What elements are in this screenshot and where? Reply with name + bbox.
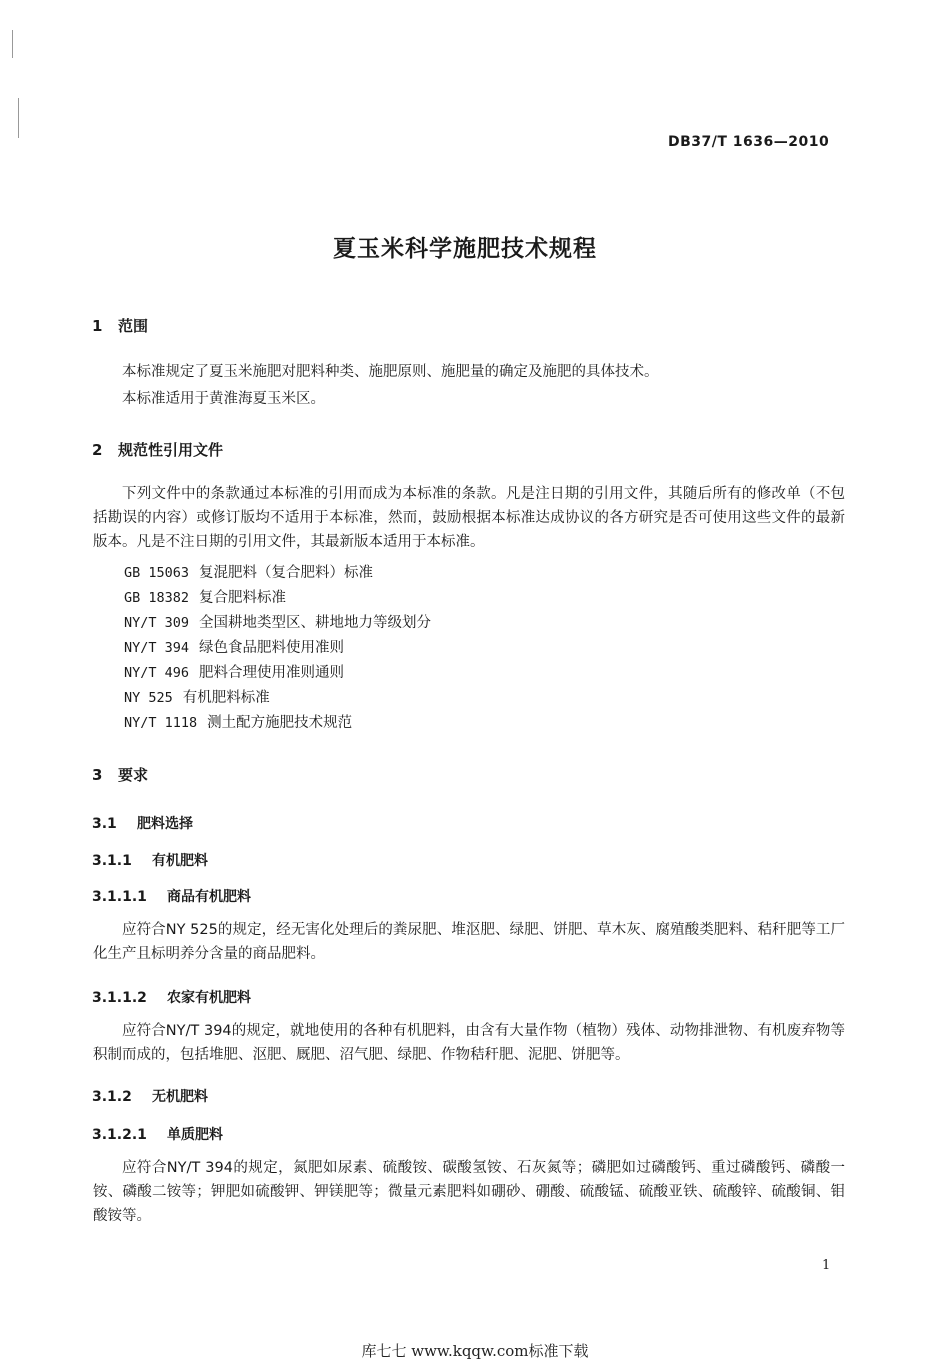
scan-mark: [12, 30, 13, 58]
reference-item: [124, 711, 352, 732]
subsection-title: 有机肥料: [152, 853, 208, 869]
subsection-heading-3-1-1-1: [92, 886, 251, 906]
subsection-number: 3.1: [92, 816, 117, 832]
reference-title: 肥料合理使用准则通则: [199, 665, 345, 681]
reference-item: [124, 686, 270, 707]
subsection-number: 3.1.2.1: [92, 1127, 147, 1143]
reference-code: NY/T 1118: [124, 715, 198, 731]
subsection-heading-3-1-2-1: [92, 1124, 223, 1144]
reference-code: GB 18382: [124, 590, 190, 606]
paragraph: 应符合NY 525的规定，经无害化处理后的粪尿肥、堆沤肥、绿肥、饼肥、草木灰、腐殖酸类肥料、秸秆肥等工厂化生产且标明养分含量的商品肥料。: [93, 922, 845, 962]
reference-title: 复合肥料标准: [199, 590, 287, 606]
footer-watermark: 库七七 www.kqqw.com标准下载: [361, 1342, 589, 1360]
paragraph: 应符合NY/T 394的规定，氮肥如尿素、硫酸铵、碳酸氢铵、石灰氮等；磷肥如过磷酸钙、重过磷酸钙、磷酸一铵、磷酸二铵等；钾肥如硫酸钾、钾镁肥等；微量元素肥料如硼砂、硼酸、硫酸锰、硫酸亚铁、硫酸锌、硫酸铜、钼酸铵等。: [93, 1160, 845, 1224]
reference-item: [124, 661, 344, 682]
reference-code: GB 15063: [124, 565, 190, 581]
reference-item: [124, 636, 344, 657]
section-title: 要求: [118, 766, 149, 784]
subsection-heading-3-1-2: [92, 1086, 208, 1106]
paragraph: 本标准规定了夏玉米施肥对肥料种类、施肥原则、施肥量的确定及施肥的具体技术。: [122, 364, 659, 380]
section-number: 3: [92, 766, 103, 784]
reference-title: 复混肥料（复合肥料）标准: [199, 565, 374, 581]
reference-title: 测土配方施肥技术规范: [207, 715, 353, 731]
document-title: 夏玉米科学施肥技术规程: [333, 236, 597, 262]
subsection-number: 3.1.1: [92, 853, 132, 869]
subsection-number: 3.1.1.2: [92, 990, 147, 1006]
subsection-title: 无机肥料: [152, 1089, 208, 1105]
section-title: 范围: [118, 317, 149, 335]
subsection-title: 肥料选择: [137, 816, 193, 832]
paragraph: 应符合NY/T 394的规定，就地使用的各种有机肥料，由含有大量作物（植物）残体、动物排泄物、有机废弃物等积制而成的，包括堆肥、沤肥、厩肥、沼气肥、绿肥、作物秸秆肥、泥肥、饼肥等。: [93, 1023, 845, 1063]
section-title: 规范性引用文件: [118, 441, 224, 459]
section-heading-3: [92, 764, 148, 785]
subsection-number: 3.1.2: [92, 1089, 132, 1105]
subsection-heading-3-1: [92, 813, 193, 833]
reference-item: [124, 561, 373, 582]
scan-mark: [18, 98, 19, 138]
subsection-heading-3-1-1-2: [92, 987, 251, 1007]
page-number: 1: [822, 1258, 831, 1273]
reference-code: NY/T 496: [124, 665, 190, 681]
reference-code: NY/T 394: [124, 640, 190, 656]
reference-code: NY 525: [124, 690, 173, 706]
reference-title: 有机肥料标准: [182, 690, 270, 706]
section-heading-2: [92, 439, 223, 460]
subsection-title: 单质肥料: [167, 1127, 223, 1143]
paragraph: 本标准适用于黄淮海夏玉米区。: [122, 391, 325, 407]
standard-code: DB37/T 1636—2010: [668, 134, 830, 150]
paragraph: 下列文件中的条款通过本标准的引用而成为本标准的条款。凡是注日期的引用文件，其随后所有的修改单（不包括勘误的内容）或修订版均不适用于本标准，然而，鼓励根据本标准达成协议的各方研究是否可使用这些文件的最新版本。凡是不注日期的引用文件，其最新版本适用于本标准。: [93, 486, 845, 550]
subsection-heading-3-1-1: [92, 850, 208, 870]
reference-item: [124, 586, 286, 607]
subsection-number: 3.1.1.1: [92, 889, 147, 905]
section-number: 1: [92, 317, 103, 335]
reference-item: [124, 611, 431, 632]
section-heading-1: [92, 315, 148, 336]
reference-title: 全国耕地类型区、耕地地力等级划分: [199, 615, 432, 631]
subsection-title: 农家有机肥料: [167, 990, 251, 1006]
subsection-title: 商品有机肥料: [167, 889, 251, 905]
section-number: 2: [92, 441, 103, 459]
reference-title: 绿色食品肥料使用准则: [199, 640, 345, 656]
reference-code: NY/T 309: [124, 615, 190, 631]
